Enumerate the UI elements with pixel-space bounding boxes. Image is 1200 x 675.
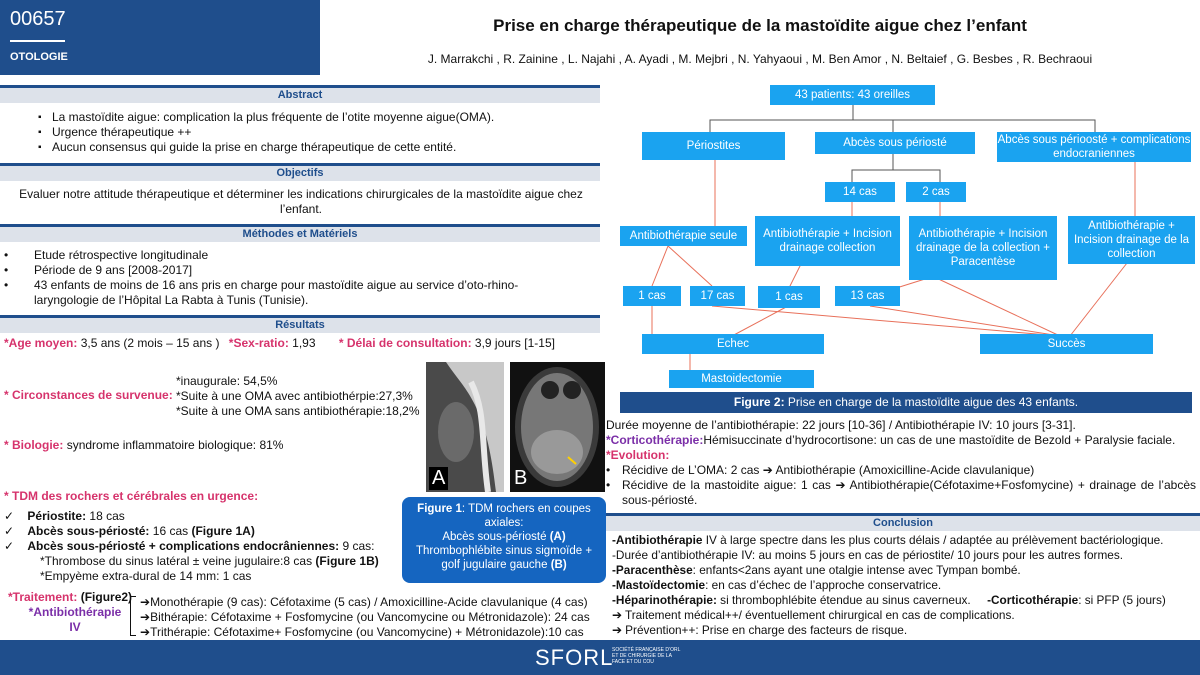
badge-divider	[10, 40, 65, 42]
tdm-item: ✓ Périostite: 18 cas	[4, 509, 125, 523]
tdm-list	[4, 509, 404, 584]
figure-label-b: B	[514, 467, 528, 489]
tdm-label: * TDM des rochers et cérébrales en urgence:	[4, 489, 259, 503]
tdm-item: ✓ Abcès sous-périosté: 16 cas (Figure 1A)	[4, 524, 255, 538]
figure1-caption: Figure 1: TDM rochers en coupes axiales: Abcès sous-périosté (A) Thrombophlébite sinus sigmoïde + golf jugulaire gauche (B)	[402, 497, 606, 583]
biologie-line: * Biologie: syndrome inflammatoire biologique: 81%	[4, 438, 284, 452]
abstract-item: ▪ La mastoïdite aigue: complication la plus fréquente de l’otite moyenne aigue(OMA).	[38, 110, 598, 125]
duree-line: Durée moyenne de l’antibiothérapie: 22 jours [10-36] / Antibiothérapie IV: 10 jours [3-31].	[606, 418, 1076, 432]
flow-node-mastoidectomie: Mastoidectomie	[669, 370, 814, 388]
flow-node-total: 43 patients: 43 oreilles	[770, 85, 935, 105]
tdm-subitem: *Thrombose du sinus latéral ± veine jugulaire:8 cas (Figure 1B)	[40, 554, 379, 568]
conclusion-text: -Antibiothérapie IV à large spectre dans les plus courts délais / adaptée au prélèvement bactériologique. -Durée d’antibiothérapie IV: au moins 5 jours en cas de périostite/ 10 jours pour les autres formes. -Paracenthèse: enfants<2ans ayant une otalgie intense avec Tympan bombé. -Mastoïdectomie: en cas d’échec de l’approche conservatrice. -Héparinothérapie: si thrombophlébite étendue au sinus caverneux. -Corticothérapie: si PFP (5 jours) ➔ Traitement médical++/ éventuellement chirurgical en cas de complications. ➔ Prévention++: Prise en charge des facteurs de risque.	[612, 533, 1166, 637]
conclusion-header: Conclusion	[606, 513, 1200, 531]
flow-node-atb-incision-collection: Antibiothérapie + Incision drainage de la collection	[1068, 216, 1195, 264]
demographics-line: *Age moyen: 3,5 ans (2 mois – 15 ans ) *Sex-ratio: 1,93 * Délai de consultation: 3,9 jours [1-15]	[4, 336, 555, 350]
methodes-header: Méthodes et Matériels	[0, 224, 600, 242]
evolution-label: *Evolution:	[606, 448, 670, 462]
right-results	[606, 418, 1196, 508]
flow-node-atb-incision-paracentese: Antibiothérapie + Incision drainage de la collection + Paracentèse	[909, 216, 1057, 280]
flow-node-14-cas: 14 cas	[825, 182, 895, 202]
flow-node-17-cas: 17 cas	[690, 286, 745, 306]
methodes-item: • 43 enfants de moins de 16 ans pris en charge pour mastoïdite aigue au service d’oto-rhino-laryngologie de l’Hôpital La Rabta à Tunis (Tunisie).	[4, 278, 519, 307]
resultats-header: Résultats	[0, 315, 600, 333]
flow-node-1-cas-b: 1 cas	[758, 286, 820, 308]
atb-iv-label: *Antibiothérapie IV	[28, 605, 122, 634]
treatment-list: ➔Monothérapie (9 cas): Céfotaxime (5 cas) / Amoxicilline-Acide clavulanique (4 cas) ➔Bithérapie: Céfotaxime + Fosfomycine (ou Vancomycine ou Métronidazole): 24 cas ➔Trithérapie: Céfotaxime+ Fosfomycine (ou Vancomycine) + Métronidazole):10 cas	[140, 595, 590, 639]
figure2-caption: Figure 2: Prise en charge de la mastoïdite aigue des 43 enfants.	[620, 392, 1192, 413]
flow-node-atb-seule: Antibiothérapie seule	[620, 226, 747, 246]
flow-node-periostites: Périostites	[642, 132, 785, 160]
methodes-item: • Période de 9 ans [2008-2017]	[4, 263, 193, 277]
flow-node-abces-complications: Abcès sous périoosté + complications endocraniennes	[997, 134, 1191, 160]
methodes-item: • Etude rétrospective longitudinale	[4, 248, 209, 262]
treatment-brace	[130, 596, 136, 636]
ct-image-b	[510, 362, 605, 492]
methodes-list	[4, 248, 564, 308]
abstract-item: ▪ Urgence thérapeutique ++	[38, 125, 598, 140]
flow-node-atb-incision: Antibiothérapie + Incision drainage collection	[755, 216, 900, 266]
flow-node-1-cas-a: 1 cas	[623, 286, 681, 306]
flow-node-abces: Abcès sous périosté	[815, 132, 975, 154]
traitement-label: *Traitement: (Figure2)	[8, 590, 133, 604]
sforl-logo: SFORL	[535, 645, 614, 670]
evolution-item: • Récidive de la mastoidite aigue: 1 cas ➔ Antibiothérapie(Céfotaxime+Fosfomycine) + drainage de l’abcès sous-périosté.	[606, 478, 1196, 507]
abstract-item: ▪ Aucun consensus qui guide la prise en charge thérapeutique de cette entité.	[38, 140, 598, 155]
abstract-header: Abstract	[0, 85, 600, 103]
poster-badge	[0, 0, 320, 75]
circonstances-label: * Circonstances de survenue:	[4, 388, 173, 402]
poster-title: Prise en charge thérapeutique de la mastoïdite aigue chez l’enfant	[493, 16, 1027, 35]
flow-node-echec: Echec	[642, 334, 824, 354]
poster-category: OTOLOGIE	[10, 51, 68, 63]
tdm-subitem: *Empyème extra-dural de 14 mm: 1 cas	[40, 569, 252, 583]
objectifs-text: Evaluer notre attitude thérapeutique et déterminer les indications chirurgicales de la mastoïdite aigue chez l’enfant.	[19, 187, 583, 216]
ct-image-a	[426, 362, 504, 492]
flow-node-succes: Succès	[980, 334, 1153, 354]
abstract-list	[38, 110, 598, 155]
flow-node-13-cas: 13 cas	[835, 286, 900, 306]
evolution-item: • Récidive de L’OMA: 2 cas ➔ Antibiothérapie (Amoxicilline-Acide clavulanique)	[606, 463, 1035, 477]
figure-label-a: A	[429, 467, 448, 490]
circonstances-list: *inaugurale: 54,5% *Suite à une OMA avec antibiothérpie:27,3% *Suite à une OMA sans antibiothérapie:18,2%	[176, 374, 420, 418]
poster-authors: J. Marrakchi , R. Zainine , L. Najahi , A. Ayadi , M. Mejbri , N. Yahyaoui , M. Ben Amor , N. Beltaief , G. Besbes , R. Bechraoui	[427, 52, 1093, 66]
objectifs-header: Objectifs	[0, 163, 600, 181]
cortico-line: *Corticothérapie:Hémisuccinate d’hydrocortisone: un cas de une mastoïdite de Bezold + Paralysie faciale.	[606, 433, 1176, 447]
sforl-subtitle: SOCIÉTÉ FRANÇAISE D’ORL ET DE CHIRURGIE DE LA FACE ET DU COU	[612, 647, 681, 665]
poster-number: 00657	[10, 8, 66, 30]
tdm-item: ✓ Abcès sous-périosté + complications endocrâniennes: 9 cas:	[4, 539, 375, 553]
flow-node-2-cas: 2 cas	[906, 182, 966, 202]
